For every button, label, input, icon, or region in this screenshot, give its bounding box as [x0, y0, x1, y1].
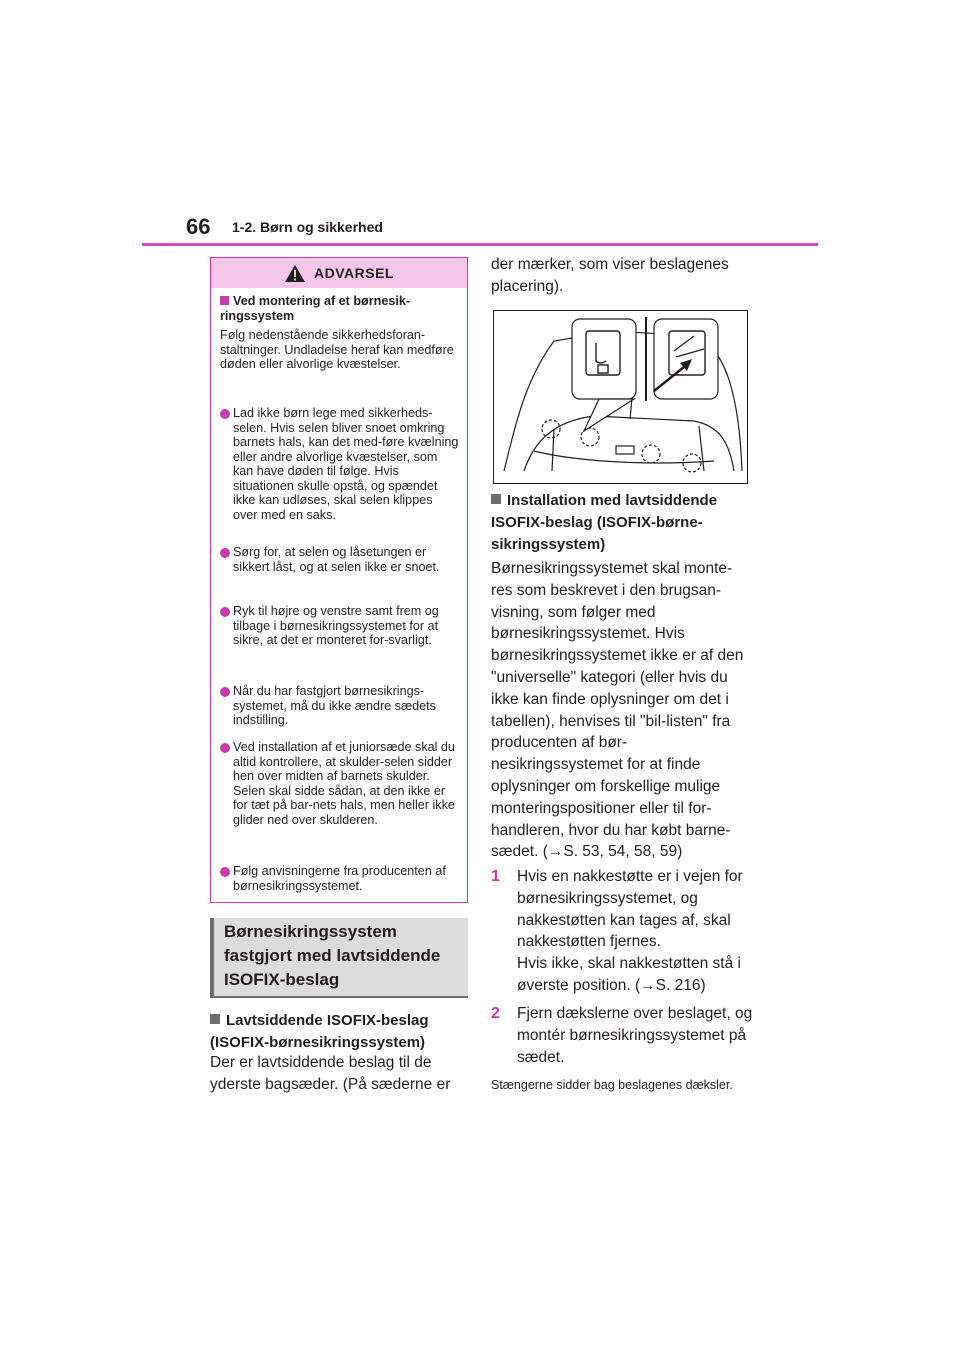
isofix-illustration — [493, 310, 748, 484]
warning-bullet-text: Ved installation af et juniorsæde skal du altid kontrollere, at skulder-selen sidder hen over midten af barnets skulder. Selen skal sidde sådan, at den ikke er for tæt på bar-nets hals, men heller ikke glider ned over skulderen. — [233, 740, 455, 827]
bullet-icon — [220, 409, 230, 419]
warning-bullet — [220, 406, 460, 522]
step-extra-text: Hvis ikke, skal nakkestøtten stå i øverste position. (→S. 216) — [517, 955, 741, 994]
subheading-isofix — [210, 1010, 472, 1054]
rear-seat-drawing — [494, 311, 747, 483]
step-number: 1 — [491, 868, 500, 885]
step-text: Fjern dækslerne over beslaget, og montér børnesikringssystemet på sædet. — [517, 1005, 753, 1066]
bullet-icon — [220, 867, 230, 877]
warning-bullet — [220, 604, 460, 648]
square-bullet-icon — [491, 494, 501, 504]
header-rule — [142, 243, 818, 246]
warning-title: ADVARSEL — [314, 265, 394, 281]
section-title: 1-2. Børn og sikkerhed — [232, 219, 383, 235]
body-text-right: Børnesikringssystemet skal monte-res som beskrevet i den brugsan-visning, som følger med børnesikringssystemet. Hvis børnesikringssystemet ikke er af den "universelle" kategori (eller hvis du ikke kan finde oplysninger om det i tabellen), henvises til "bil-listen" fra producenten af bør-nesikringssystemet for at finde oplysninger om forskellige mulige monteringspositioner eller til for-handleren, hvor du har købt barne-sædet. (→S. 53, 54, 58, 59) — [491, 560, 744, 861]
step-2 — [491, 1003, 753, 1068]
warning-subheading-block — [220, 294, 460, 323]
warning-intro: Følg nedenstående sikkerhedsforan-staltninger. Undladelse heraf kan medføre døden eller alvorlige kvæstelser. — [220, 328, 454, 371]
subheading-text: Installation med lavtsiddende ISOFIX-beslag (ISOFIX-børne-sikringssystem) — [491, 492, 718, 553]
section-heading: Børnesikringssystem fastgjort med lavtsiddende ISOFIX-beslag — [224, 922, 441, 989]
warning-bullet-text: Følg anvisningerne fra producenten af børnesikringssystemet. — [233, 864, 446, 893]
warning-bullet-text: Ryk til højre og venstre samt frem og tilbage i børnesikringssystemet for at sikre, at det er monteret for-svarligt. — [233, 604, 439, 647]
body-text-left: Der er lavtsiddende beslag til de yderste bagsæder. (På sæderne er — [210, 1054, 451, 1093]
warning-bullet-text: Sørg for, at selen og låsetungen er sikkert låst, og at selen ikke er snoet. — [233, 545, 440, 574]
warning-bullet-text: Lad ikke børn lege med sikkerheds-selen. Hvis selen bliver snoet omkring barnets hals, kan det med-føre kvælning eller andre alvorlige kvæstelser, som kan have døden til følge. Hvis situationen skulle opstå, og spændet ikke kan udløses, skal selen klippes over med en saks. — [233, 406, 459, 522]
warning-bullet — [220, 864, 460, 893]
subheading-installation — [491, 490, 753, 556]
warning-box — [210, 257, 468, 903]
section-heading-box — [210, 918, 468, 998]
page-number: 66 — [186, 214, 211, 239]
step-1 — [491, 866, 753, 997]
square-bullet-icon — [210, 1014, 220, 1024]
warning-subheading: Ved montering af et børnesik-ringssystem — [220, 294, 411, 323]
bullet-icon — [220, 548, 230, 558]
bullet-icon — [220, 743, 230, 753]
body-text-right-top: der mærker, som viser beslagenes placering). — [491, 256, 729, 295]
note-text: Stængerne sidder bag beslagenes dæksler. — [491, 1078, 733, 1092]
step-text: Hvis en nakkestøtte er i vejen for børnesikringssystemet, og nakkestøtten kan tages af, skal nakkestøtten fjernes. — [517, 868, 743, 951]
warning-header — [211, 258, 467, 288]
bullet-icon — [220, 607, 230, 617]
bullet-icon — [220, 687, 230, 697]
warning-bullet — [220, 740, 460, 827]
subheading-text: Lavtsiddende ISOFIX-beslag (ISOFIX-børnesikringssystem) — [210, 1012, 429, 1051]
square-bullet-icon — [220, 296, 229, 305]
step-number: 2 — [491, 1005, 500, 1022]
warning-bullet — [220, 684, 460, 728]
warning-triangle-icon — [284, 264, 306, 283]
warning-bullet-text: Når du har fastgjort børnesikrings-systemet, må du ikke ændre sædets indstilling. — [233, 684, 436, 727]
warning-bullet — [220, 545, 460, 574]
